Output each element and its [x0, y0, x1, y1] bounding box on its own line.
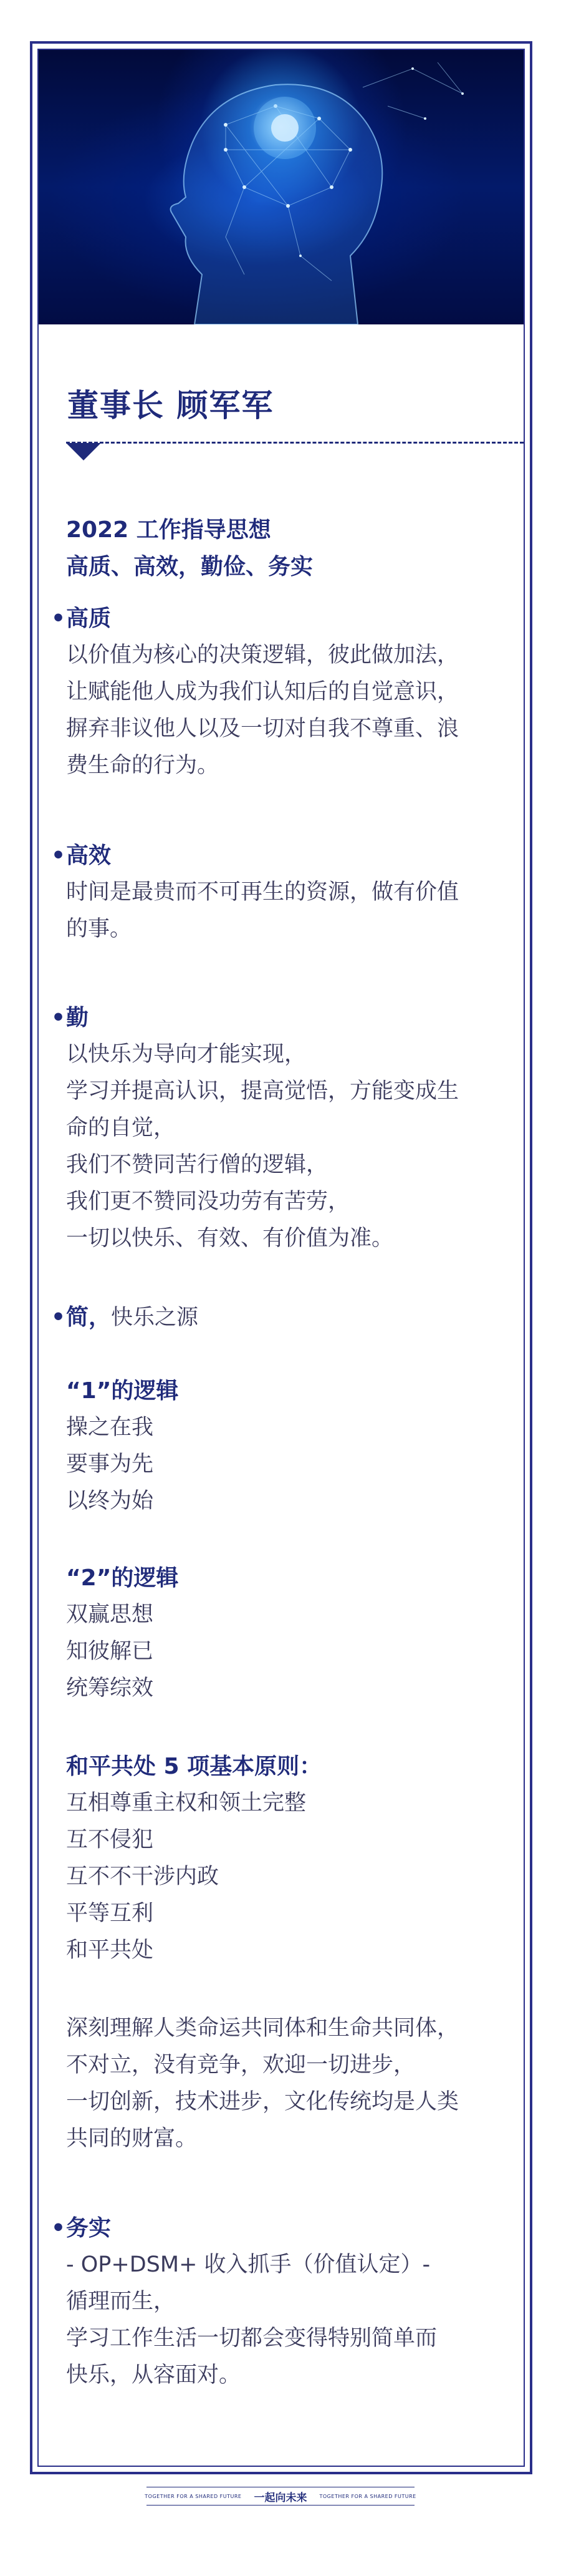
- section-pragmatic: [51, 2210, 512, 2394]
- section-line: 费生命的行为。: [66, 753, 219, 778]
- section-line: 我们不赞同苦行僧的逻辑，: [66, 1152, 328, 1177]
- brain-head-illustration: [39, 50, 524, 324]
- section-line: 互相尊重主权和领土完整: [66, 1791, 307, 1815]
- section-line: 要事为先: [66, 1452, 154, 1477]
- section-heading-suffix: 快乐之源: [111, 1305, 199, 1330]
- section-principles: [51, 1748, 512, 1969]
- section-line: 学习并提高认识，提高觉悟，方能变成生: [66, 1079, 459, 1104]
- section-line: 循理而生，: [66, 2289, 176, 2314]
- bullet-dot-icon: •: [51, 1005, 66, 1031]
- section-line: 快乐，从容面对。: [66, 2363, 241, 2388]
- section-line: 一切创新，技术进步，文化传统均是人类: [66, 2089, 459, 2114]
- footer-bottom-rule: [146, 2505, 415, 2506]
- section-quality: [51, 600, 512, 784]
- section-line: 命的自觉，: [66, 1115, 176, 1140]
- section-simplicity: [51, 1299, 512, 1336]
- section-line: 互不不干涉内政: [66, 1864, 219, 1889]
- section-heading: 勤: [66, 1005, 89, 1031]
- section-line: 知彼解已: [66, 1639, 154, 1664]
- down-triangle-icon: [66, 443, 101, 460]
- section-line: 以快乐为导向才能实现，: [66, 1042, 307, 1067]
- hero-brain-image: [39, 50, 524, 324]
- section-line: 摒弃非议他人以及一切对自我不尊重、浪: [66, 716, 459, 741]
- section-line: 双赢思想: [66, 1602, 154, 1627]
- section-line: 以价值为核心的决策逻辑，彼此做加法，: [66, 643, 459, 668]
- section-logic-1: [51, 1373, 512, 1520]
- intro-line-2: 高质、高效，勤俭、务实: [66, 554, 314, 580]
- section-line: 不对立，没有竞争，欢迎一切进步，: [66, 2053, 416, 2078]
- footer-slogan: [146, 2489, 415, 2503]
- section-heading: 高质: [66, 606, 112, 631]
- intro-block: [51, 512, 512, 585]
- section-line: 让赋能他人成为我们认知后的自觉意识，: [66, 679, 459, 704]
- footer-left-text: TOGETHER FOR A SHARED FUTURE: [145, 2493, 242, 2499]
- section-line: 操之在我: [66, 1415, 154, 1440]
- section-line: 深刻理解人类命运共同体和生命共同体，: [66, 2016, 459, 2041]
- section-line: 以终为始: [66, 1489, 154, 1514]
- section-community: [51, 2010, 512, 2157]
- footer-center-text: 一起向未来: [254, 2491, 307, 2504]
- intro-line-1: 2022 工作指导思想: [66, 517, 271, 543]
- section-line: 的事。: [66, 916, 132, 941]
- section-line: 统筹综效: [66, 1676, 154, 1701]
- section-line: 时间是最贵而不可再生的资源，做有价值: [66, 880, 459, 905]
- section-heading: 和平共处 5 项基本原则：: [66, 1754, 322, 1779]
- section-line: 互不侵犯: [66, 1827, 154, 1852]
- section-heading: 简，: [66, 1305, 112, 1330]
- section-heading: 高效: [66, 843, 112, 868]
- section-line: 共同的财富。: [66, 2126, 198, 2151]
- bullet-dot-icon: •: [51, 1305, 66, 1330]
- section-diligence: [51, 999, 512, 1257]
- section-line: 学习工作生活一切都会变得特别简单而: [66, 2326, 438, 2351]
- section-line: 平等互利: [66, 1901, 154, 1926]
- section-line: 和平共处: [66, 1938, 154, 1963]
- section-line: - OP+DSM+ 收入抓手（价值认定）-: [66, 2252, 431, 2277]
- bullet-dot-icon: •: [51, 843, 66, 868]
- section-line: 一切以快乐、有效、有价值为准。: [66, 1226, 394, 1251]
- page-title: 董事长 顾军军: [67, 387, 274, 424]
- footer-right-text: TOGETHER FOR A SHARED FUTURE: [319, 2493, 416, 2499]
- bullet-dot-icon: •: [51, 606, 66, 631]
- section-logic-2: [51, 1560, 512, 1707]
- section-heading: “2”的逻辑: [66, 1565, 179, 1591]
- section-line: 我们更不赞同没功劳有苦劳，: [66, 1189, 350, 1214]
- section-efficiency: [51, 837, 512, 948]
- title-dashed-divider: [66, 442, 524, 444]
- bullet-dot-icon: •: [51, 2215, 66, 2241]
- section-heading: 务实: [66, 2215, 112, 2241]
- section-heading: “1”的逻辑: [66, 1378, 179, 1404]
